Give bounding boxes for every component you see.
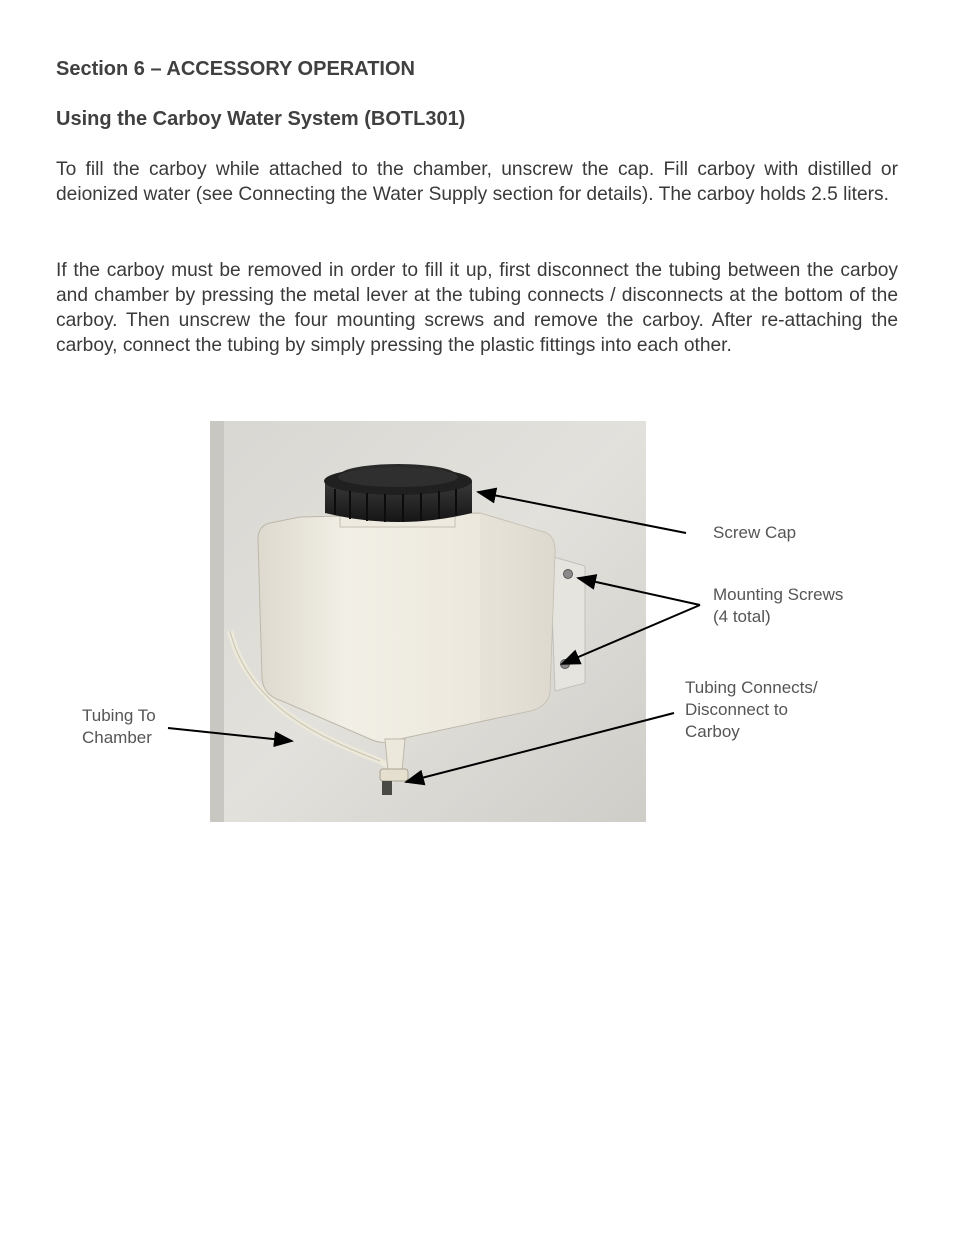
callout-tubing-to-chamber: Tubing To Chamber (82, 706, 156, 747)
paragraph-remove: If the carboy must be removed in order to fill it up, first disconnect the tubing between the carboy and chamber by pressing the metal lever at the tubing connects / disconnects at the bottom of the carboy. Then unscrew the four mounting screws and remove the carboy. After re-attaching the carboy, connect the tubing by simply pressing the plastic fittings into each other. (56, 260, 898, 356)
section-heading: Section 6 – ACCESSORY OPERATION (56, 58, 415, 80)
carboy-photo (210, 421, 646, 822)
subheading: Using the Carboy Water System (BOTL301) (56, 108, 466, 130)
callout-mounting-screws: Mounting Screws (4 total) (713, 585, 844, 626)
callout-screw-cap: Screw Cap (713, 523, 797, 542)
callout-tubing-connects: Tubing Connects/ Disconnect to Carboy (685, 678, 818, 741)
paragraph-fill: To fill the carboy while attached to the chamber, unscrew the cap. Fill carboy with distilled or deionized water (see Connecting the Water Supply section for details). The carboy holds 2.5 liters. (56, 159, 898, 205)
